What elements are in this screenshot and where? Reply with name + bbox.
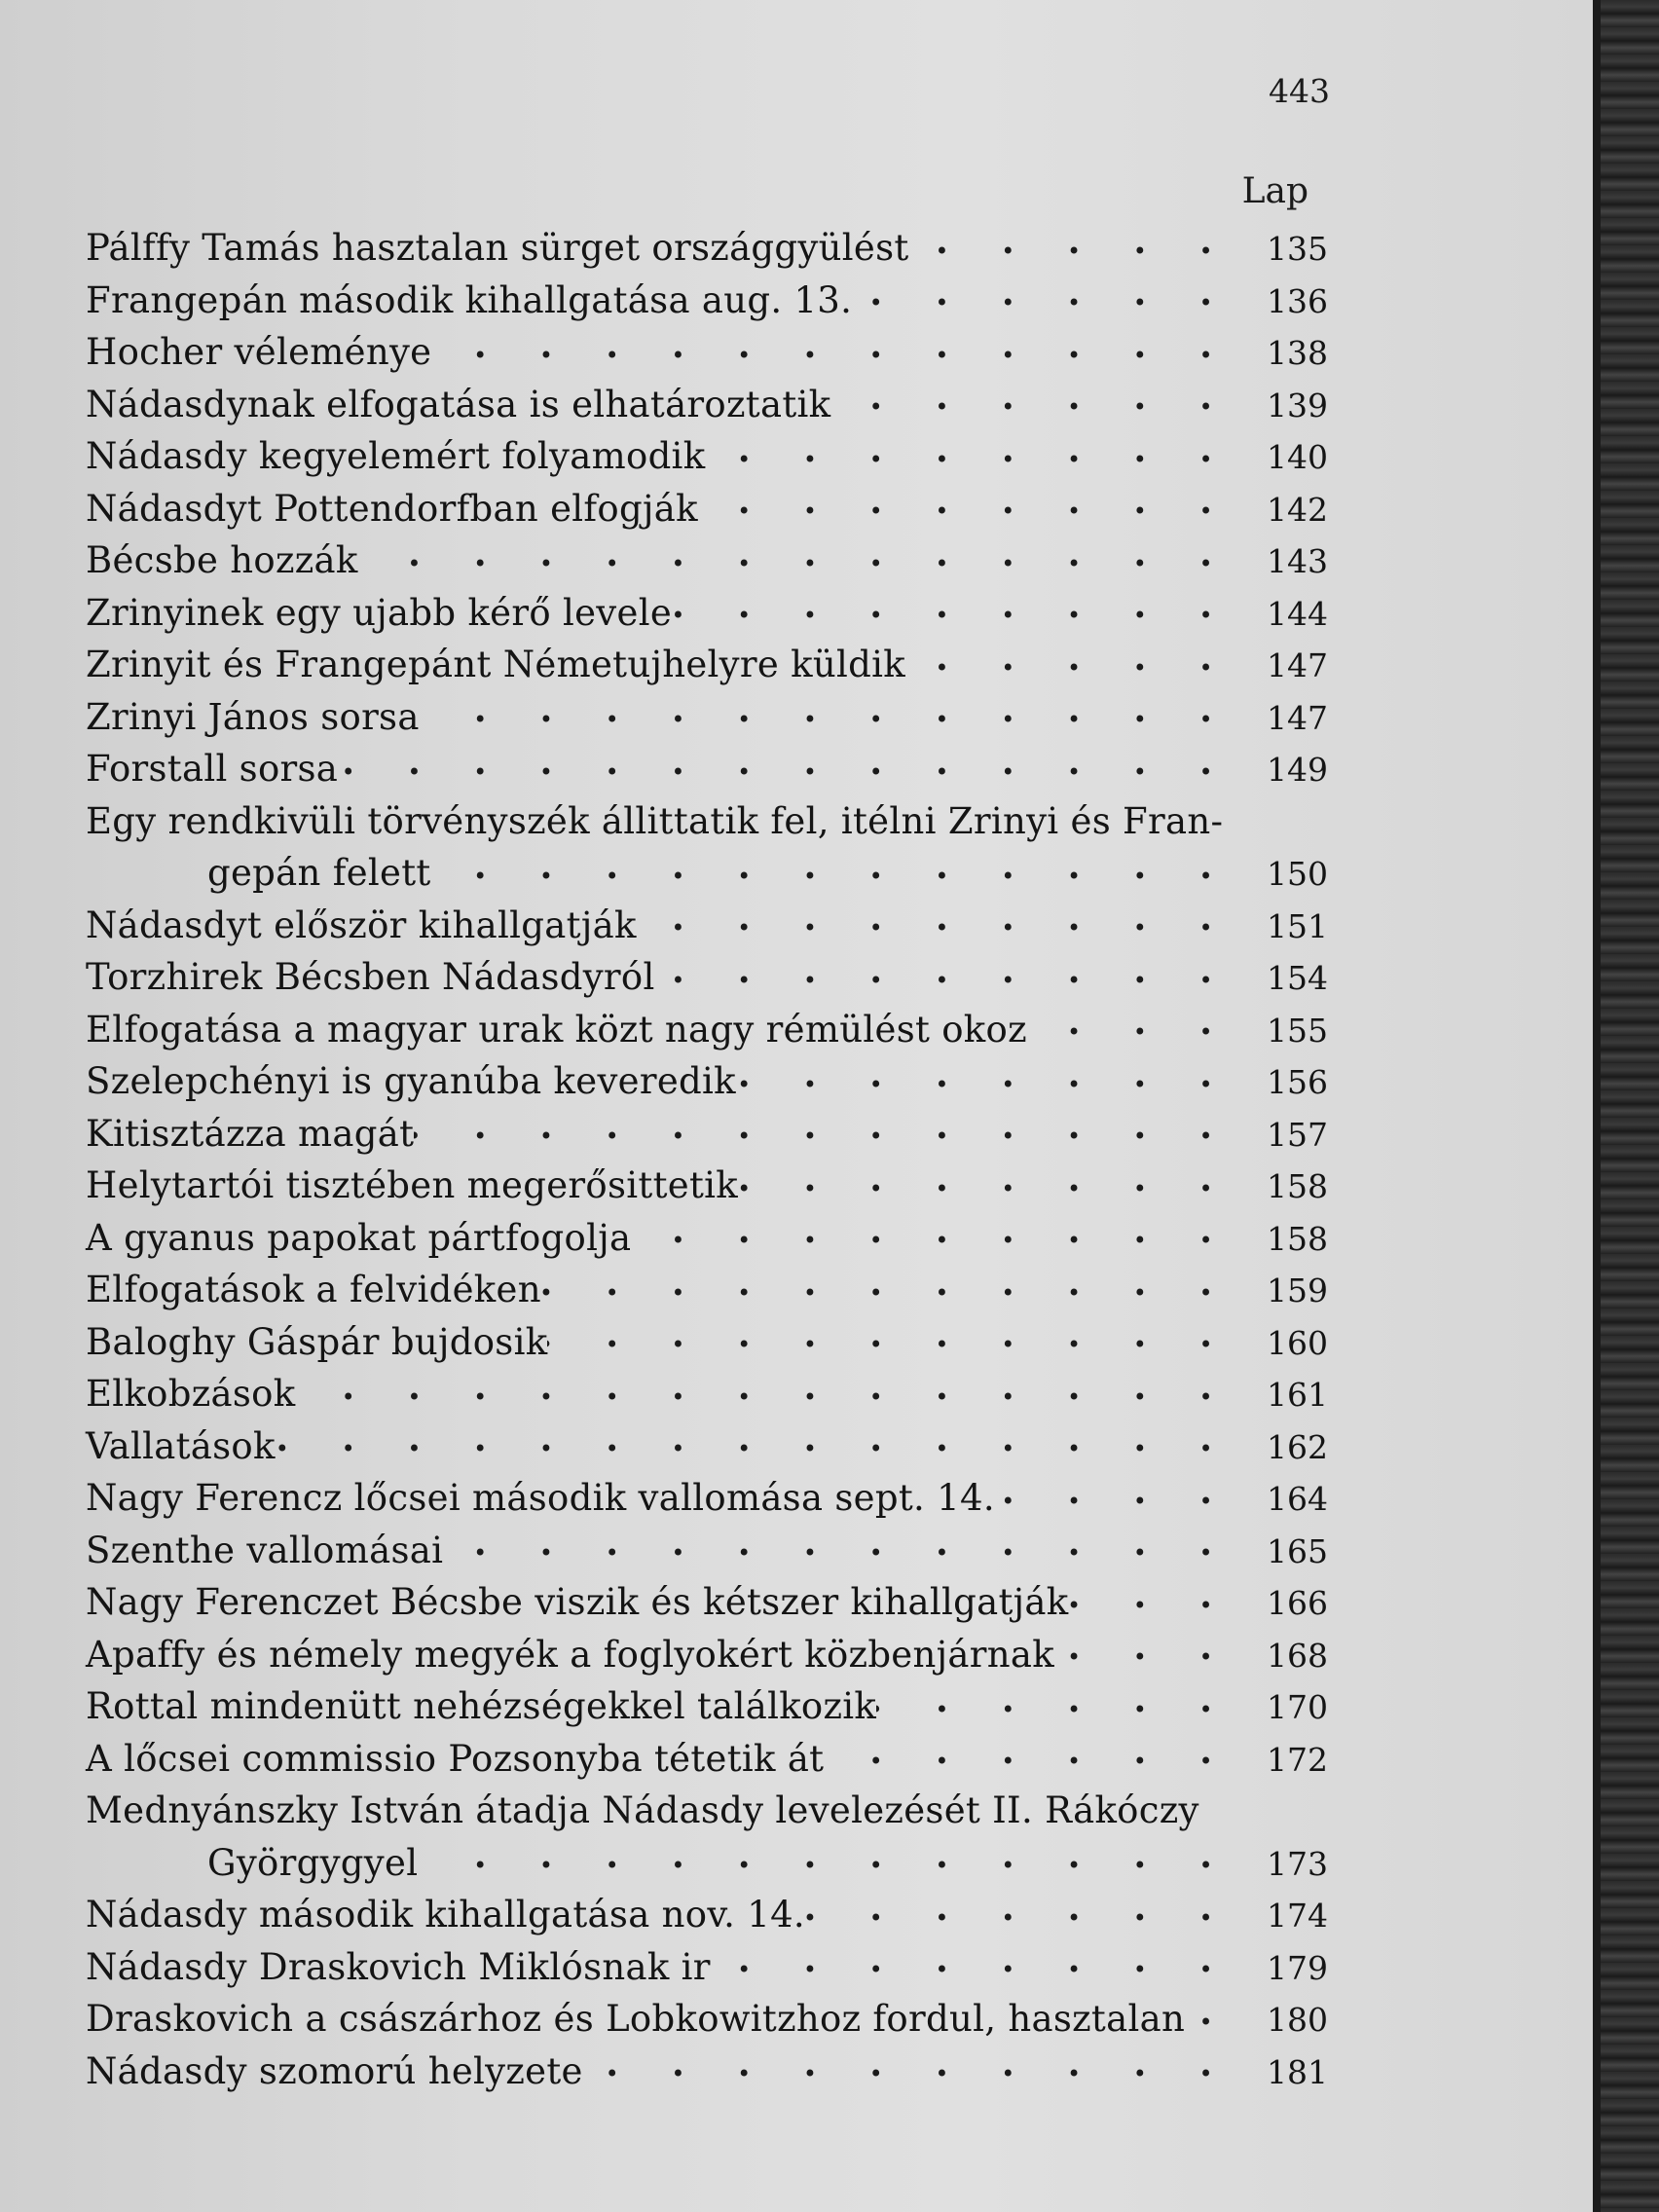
toc-entry-page: 147 (1267, 646, 1328, 684)
toc-entry-title: Nádasdy szomorú helyzete (86, 2049, 583, 2092)
toc-entry-title: Egy rendkivüli törvényszék állittatik fel, itélni Zrinyi és Fran- (86, 799, 1224, 842)
toc-entry-title: Rottal mindenütt nehézségekkel találkozik (86, 1685, 877, 1727)
toc-entry-page: 135 (1267, 230, 1328, 268)
toc-entry-title: Zrinyit és Frangepánt Németujhelyre küldik (86, 644, 905, 685)
toc-entry-page: 160 (1267, 1323, 1328, 1362)
dot-leader (276, 1436, 1233, 1456)
toc-entry-page: 173 (1267, 1844, 1328, 1883)
toc-entry-title: Zrinyi János sorsa (86, 695, 420, 738)
dot-leader (711, 1957, 1233, 1976)
toc-entry-page: 161 (1267, 1376, 1328, 1414)
toc-entry (86, 743, 1328, 795)
toc-entry (86, 1472, 1328, 1525)
toc-entry (86, 430, 1328, 483)
dot-leader (583, 2061, 1233, 2081)
toc-entry-title: Nádasdy Draskovich Miklósnak ir (86, 1945, 711, 1988)
toc-entry (86, 1525, 1328, 1577)
toc-entry (86, 1680, 1328, 1733)
toc-entry-page: 168 (1267, 1636, 1328, 1675)
toc-entry-title: Apaffy és némely megyék a foglyokért közbenjárnak (86, 1633, 1054, 1676)
toc-entry-title: Györgygyel (207, 1841, 419, 1884)
toc-entry (86, 1785, 1328, 1837)
dot-leader (547, 1332, 1233, 1351)
toc-entry-page: 162 (1267, 1427, 1328, 1466)
toc-entry-page: 154 (1267, 959, 1328, 997)
dot-leader (705, 447, 1233, 466)
toc-entry-page: 138 (1267, 334, 1328, 372)
dot-leader (1054, 1644, 1233, 1664)
toc-entry-title: Vallatások (86, 1424, 276, 1467)
dot-leader (431, 343, 1233, 362)
toc-entry-page: 181 (1267, 2052, 1328, 2091)
dot-leader (431, 864, 1233, 883)
dot-leader (1027, 1019, 1233, 1039)
toc-entry-title: Elfogatása a magyar urak közt nagy rémülést okoz (86, 1008, 1027, 1051)
toc-entry-title: Elkobzások (86, 1373, 296, 1415)
toc-entry (86, 2046, 1328, 2098)
toc-entry (86, 1993, 1328, 2046)
toc-entry-page: 174 (1267, 1897, 1328, 1935)
toc-entry (86, 1055, 1328, 1108)
toc-entry-page: 158 (1267, 1167, 1328, 1205)
toc-entry-title: gepán felett (207, 852, 431, 894)
toc-entry-page: 170 (1267, 1688, 1328, 1726)
toc-entry-title: Bécsbe hozzák (86, 539, 358, 581)
toc-entry-title: Nagy Ferencz lőcsei második vallomása sept. 14. (86, 1477, 995, 1519)
toc-entry (86, 691, 1328, 744)
toc-entry (86, 1108, 1328, 1161)
toc-entry-page: 150 (1267, 855, 1328, 893)
dot-leader (736, 1072, 1233, 1091)
toc-entry-page: 172 (1267, 1740, 1328, 1779)
toc-entry-title: Zrinyinek egy ujabb kérő levele (86, 591, 673, 634)
toc-entry-title: Nádasdynak elfogatása is elhatároztatik (86, 383, 831, 425)
page-number: 443 (1269, 72, 1330, 110)
toc-entry-page: 164 (1267, 1480, 1328, 1518)
toc-entry-page: 151 (1267, 906, 1328, 945)
toc-entry-page: 157 (1267, 1115, 1328, 1154)
toc-entry-title: Hocher véleménye (86, 331, 432, 373)
toc-entry-page: 166 (1267, 1584, 1328, 1622)
toc-entry-title: Nádasdy kegyelemért folyamodik (86, 435, 706, 477)
dot-leader (698, 498, 1233, 518)
dot-leader (637, 915, 1233, 935)
toc-entry (86, 1264, 1328, 1316)
dot-leader (541, 1280, 1233, 1300)
dot-leader (420, 707, 1233, 726)
dot-leader (338, 759, 1233, 779)
toc-entry-title: Torzhirek Bécsben Nádasdyról (86, 956, 655, 998)
toc-entry-page: 158 (1267, 1219, 1328, 1258)
toc-entry-page: 144 (1267, 594, 1328, 633)
dot-leader (1185, 2009, 1233, 2029)
dot-leader (995, 1489, 1233, 1508)
toc-entry-title: Pálffy Tamás hasztalan sürget országgyülést (86, 227, 909, 269)
toc-entry-page: 139 (1267, 386, 1328, 424)
toc-entry (86, 1733, 1328, 1786)
toc-entry-page: 147 (1267, 698, 1328, 737)
toc-entry (86, 847, 1328, 900)
toc-entry-title: Elfogatások a felvidéken (86, 1269, 541, 1310)
dot-leader (418, 1853, 1233, 1872)
toc-entry (86, 222, 1328, 275)
toc-entry-page: 140 (1267, 438, 1328, 476)
toc-entry (86, 1837, 1328, 1890)
dot-leader (414, 1124, 1233, 1143)
dot-leader (852, 290, 1233, 310)
dot-leader (824, 1749, 1233, 1768)
toc-entry (86, 379, 1328, 431)
toc-entry-title: Nagy Ferenczet Bécsbe viszik és kétszer kihallgatják (86, 1581, 1069, 1623)
toc-entry (86, 1368, 1328, 1420)
dot-leader (738, 1176, 1233, 1196)
toc-entry-title: Baloghy Gáspár bujdosik (86, 1320, 548, 1363)
toc-entry-title: Helytartói tisztében megerősittetik (86, 1164, 738, 1206)
toc-entry (86, 1576, 1328, 1629)
toc-entry (86, 795, 1328, 848)
dot-leader (805, 1905, 1233, 1925)
toc-entry-page: 136 (1267, 281, 1328, 320)
table-of-contents (86, 222, 1328, 2097)
toc-entry (86, 326, 1328, 379)
toc-entry-title: Nádasdy második kihallgatása nov. 14. (86, 1894, 805, 1936)
toc-entry-title: Nádasdyt először kihallgatják (86, 903, 637, 946)
toc-entry (86, 483, 1328, 535)
toc-entry (86, 639, 1328, 691)
toc-entry-page: 180 (1267, 2001, 1328, 2039)
toc-entry-title: A gyanus papokat pártfogolja (86, 1216, 632, 1259)
toc-entry-page: 143 (1267, 542, 1328, 580)
dot-leader (295, 1384, 1233, 1404)
toc-entry (86, 951, 1328, 1004)
toc-entry (86, 1212, 1328, 1265)
dot-leader (443, 1540, 1233, 1560)
toc-entry (86, 1004, 1328, 1056)
toc-entry (86, 587, 1328, 640)
book-binding-edge (1601, 0, 1659, 2212)
toc-entry-title: Draskovich a császárhoz és Lobkowitzhoz fordul, hasztalan (86, 1998, 1186, 2040)
toc-entry-page: 156 (1267, 1063, 1328, 1101)
toc-entry-title: Forstall sorsa (86, 748, 339, 790)
toc-entry (86, 1420, 1328, 1473)
toc-entry (86, 1316, 1328, 1369)
toc-entry-page: 179 (1267, 1948, 1328, 1987)
toc-entry (86, 1629, 1328, 1681)
dot-leader (905, 655, 1233, 675)
dot-leader (1069, 1593, 1234, 1612)
column-header-lap: Lap (1241, 171, 1309, 211)
toc-entry-page: 159 (1267, 1272, 1328, 1309)
toc-entry-title: Szelepchényi is gyanúba keveredik (86, 1060, 736, 1102)
toc-entry-page: 149 (1267, 751, 1328, 789)
toc-entry-page: 155 (1267, 1011, 1328, 1050)
dot-leader (358, 551, 1233, 571)
toc-entry-title: Nádasdyt Pottendorfban elfogják (86, 487, 698, 530)
toc-entry-title: Kitisztázza magát (86, 1112, 415, 1155)
toc-entry-title: Szenthe vallomásai (86, 1529, 444, 1571)
dot-leader (672, 603, 1233, 622)
toc-entry-title: A lőcsei commissio Pozsonyba tétetik át (86, 1737, 825, 1780)
toc-entry-title: Mednyánszky István átadja Nádasdy levelezését II. Rákóczy (86, 1789, 1199, 1831)
toc-entry (86, 1941, 1328, 1994)
dot-leader (876, 1697, 1233, 1716)
toc-entry-title: Frangepán második kihallgatása aug. 13. (86, 278, 853, 321)
toc-entry (86, 275, 1328, 327)
toc-entry (86, 900, 1328, 952)
toc-entry (86, 1160, 1328, 1212)
toc-entry (86, 1889, 1328, 1941)
dot-leader (830, 394, 1233, 414)
dot-leader (909, 239, 1233, 258)
toc-entry (86, 535, 1328, 587)
toc-entry-page: 142 (1267, 490, 1328, 529)
page-gutter (1593, 0, 1601, 2212)
dot-leader (631, 1228, 1233, 1247)
toc-entry-page: 165 (1267, 1531, 1328, 1570)
dot-leader (655, 968, 1233, 987)
